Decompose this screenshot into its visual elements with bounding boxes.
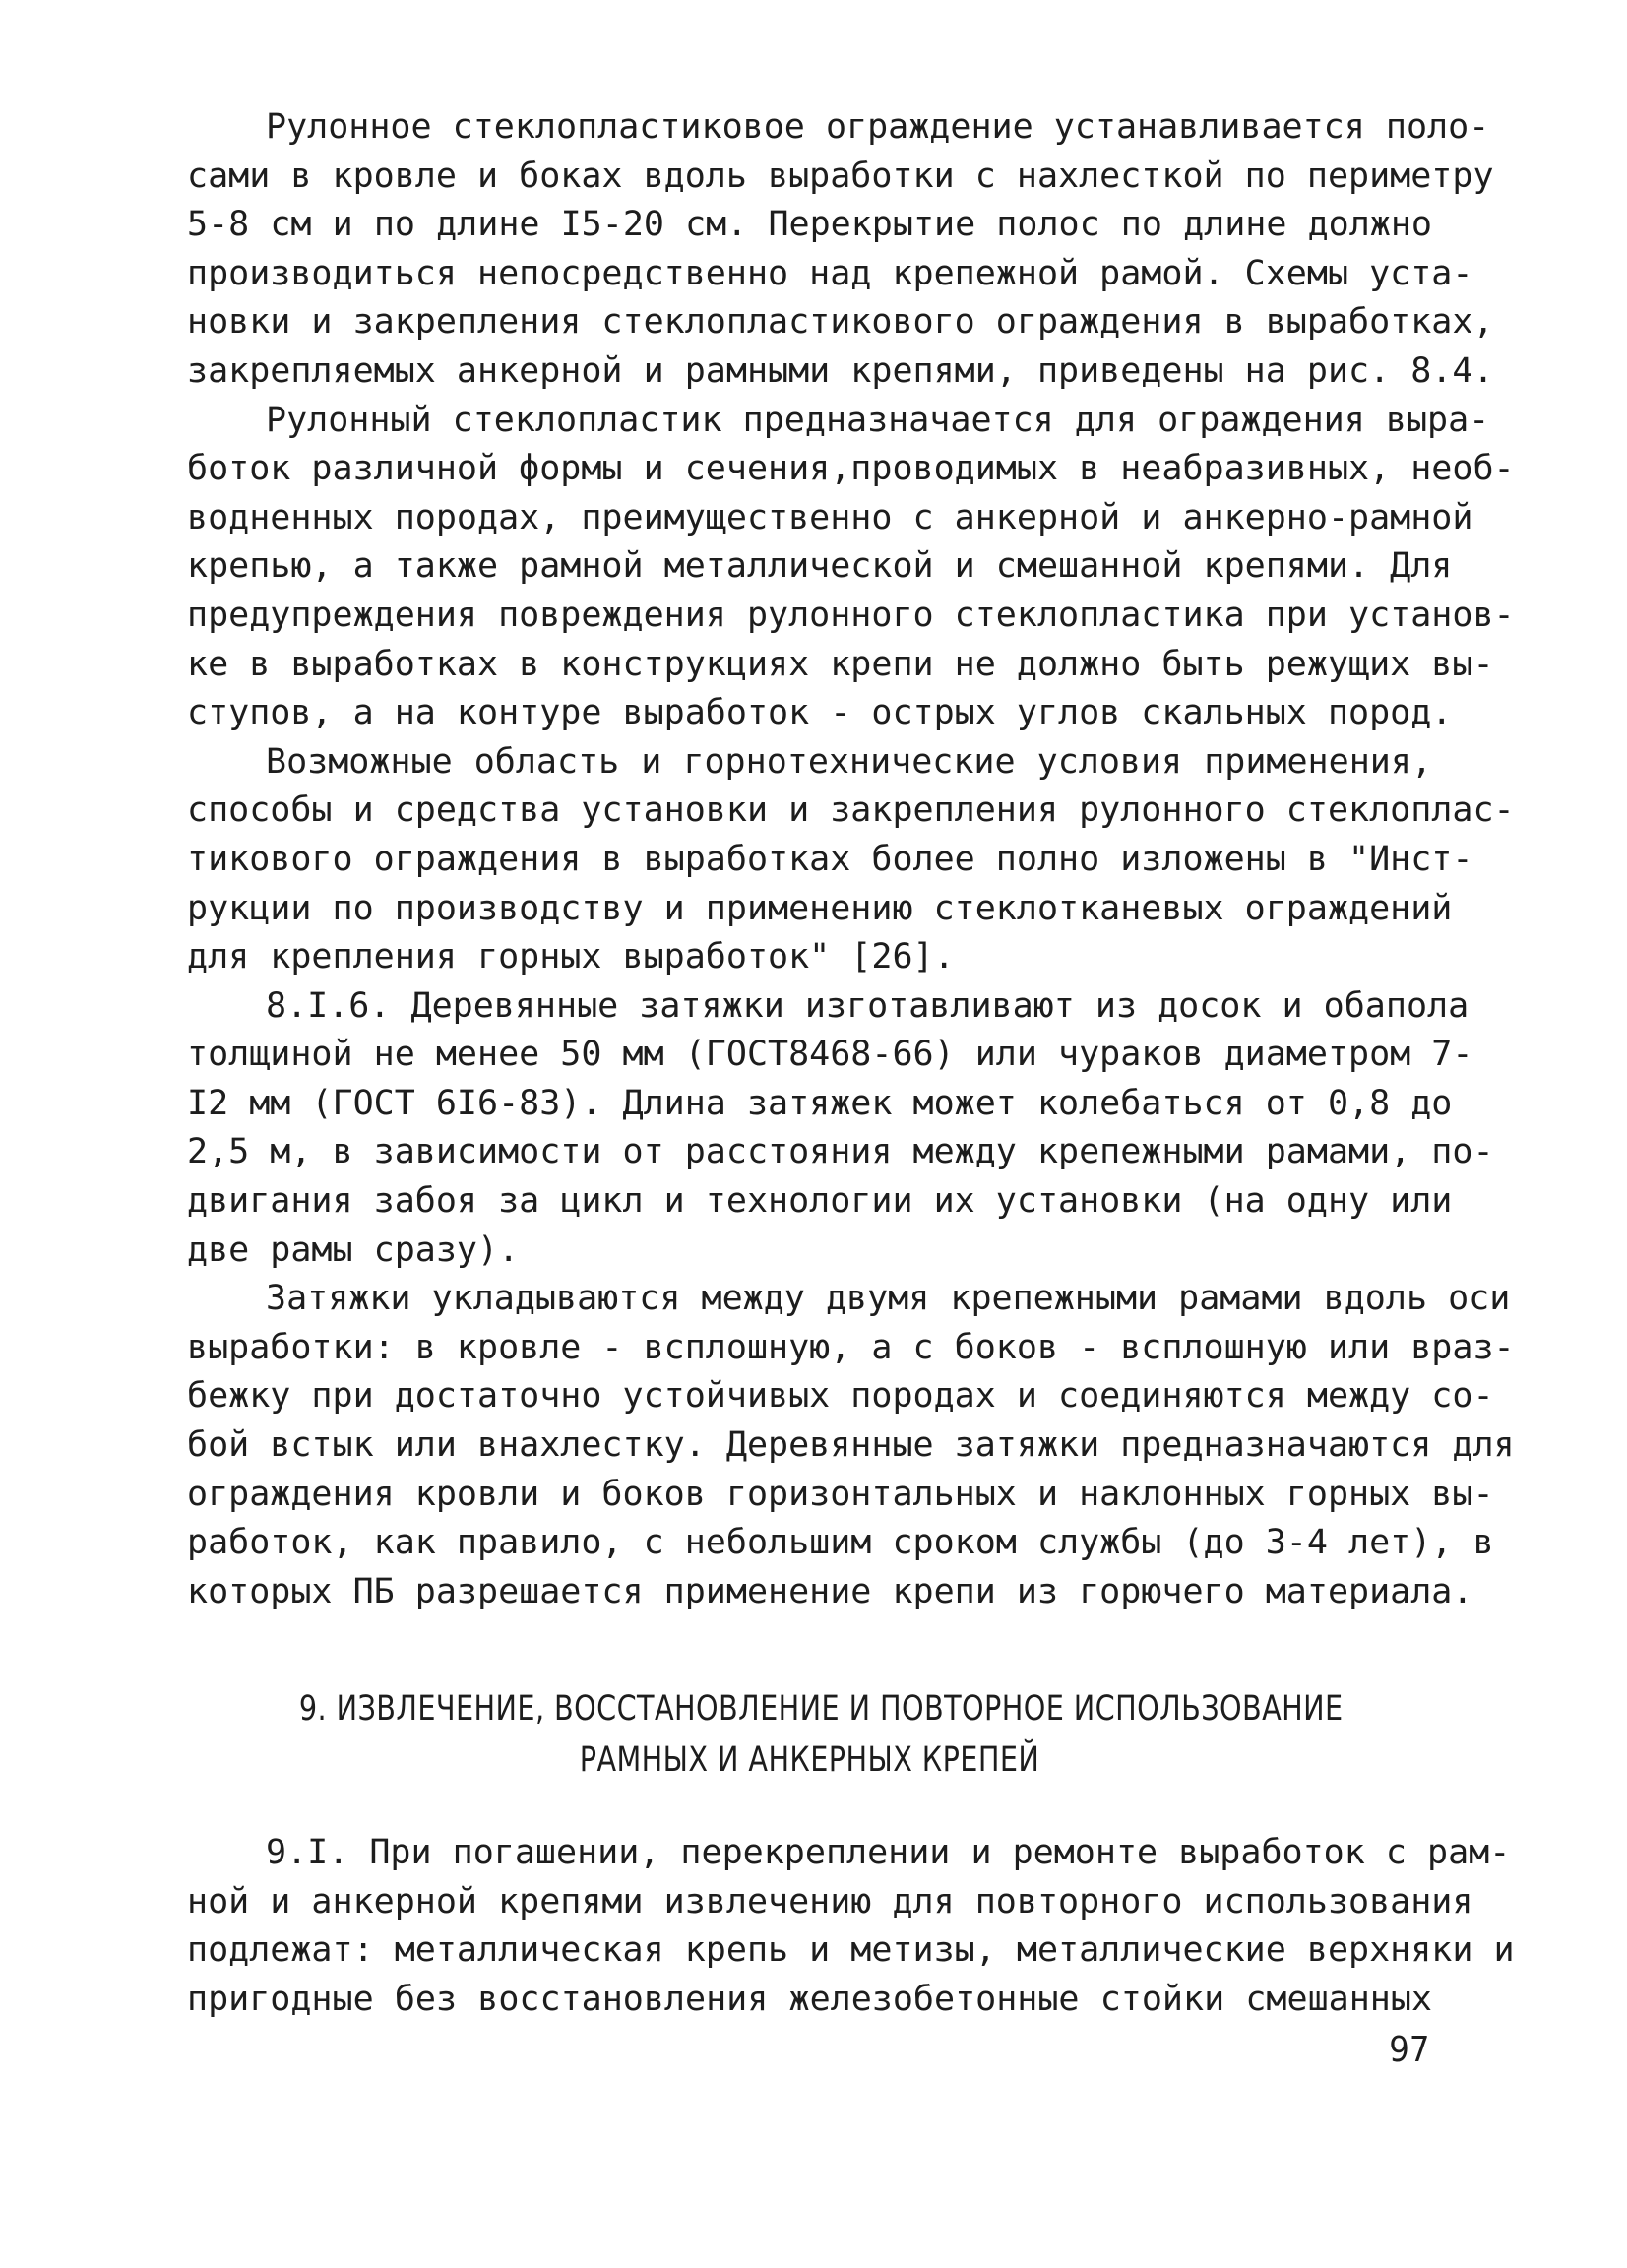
text-line: закрепляемых анкерной и рамными крепями, приведены на рис. 8.4.	[187, 350, 1494, 391]
text-line: водненных породах, преимущественно с анкерной и анкерно-рамной	[187, 497, 1473, 537]
text-line: ке в выработках в конструкциях крепи не должно быть режущих вы-	[187, 644, 1494, 684]
text-line: которых ПБ разрешается применение крепи из горючего материала.	[187, 1571, 1473, 1611]
text-line: 2,5 м, в зависимости от расстояния между крепежными рамами, по-	[187, 1132, 1494, 1172]
text-line: новки и закрепления стеклопластикового ограждения в выработках,	[187, 302, 1494, 343]
text-line: бой встык или внахлестку. Деревянные затяжки предназначаются для	[187, 1425, 1515, 1466]
text-line: предупреждения повреждения рулонного стеклопластика при установ-	[187, 595, 1515, 635]
text-line: работок, как правило, с небольшим сроком службы (до 3-4 лет), в	[187, 1523, 1494, 1563]
paragraph-4	[187, 982, 1494, 1276]
text-line: ступов, а на контуре выработок - острых углов скальных пород.	[187, 693, 1453, 733]
text-line: бежку при достаточно устойчивых породах и соединяются между со-	[187, 1376, 1494, 1417]
text-line: Рулонный стеклопластик предназначается для ограждения выра-	[266, 400, 1490, 440]
text-line: тикового ограждения в выработках более полно изложены в "Инст-	[187, 839, 1473, 879]
text-line: способы и средства установки и закрепления рулонного стеклоплас-	[187, 790, 1515, 831]
text-line: ограждения кровли и боков горизонтальных и наклонных горных вы-	[187, 1474, 1494, 1514]
text-line: толщиной не менее 50 мм (ГОСТ8468-66) или чураков диаметром 7-	[187, 1035, 1473, 1075]
body-text	[187, 103, 1515, 1616]
section-heading-line-2: РАМНЫХ И АНКЕРНЫХ КРЕПЕЙ	[579, 1740, 1040, 1780]
text-line: пригодные без восстановления железобетонные стойки смешанных	[187, 1979, 1432, 2019]
text-line: боток различной формы и сечения,проводимых в неабразивных, необ-	[187, 449, 1515, 489]
text-line: рукции по производству и применению стеклотканевых ограждений	[187, 888, 1453, 928]
paragraph-2	[187, 397, 1515, 738]
text-line: выработки: в кровле - всплошную, а с боков - всплошную или враз-	[187, 1327, 1515, 1367]
paragraph-5	[187, 1275, 1515, 1616]
text-line: Затяжки укладываются между двумя крепежными рамами вдоль оси	[266, 1279, 1511, 1319]
text-line: ной и анкерной крепями извлечению для повторного использования	[187, 1881, 1473, 1922]
text-line: крепью, а также рамной металлической и смешанной крепями. Для	[187, 546, 1453, 587]
text-line: 5-8 см и по длине I5-20 см. Перекрытие полос по длине должно	[187, 205, 1432, 245]
section-heading	[187, 1683, 1432, 1786]
section-9-body	[187, 1829, 1515, 2024]
text-line: I2 мм (ГОСТ 6I6-83). Длина затяжек может колебаться от 0,8 до	[187, 1083, 1453, 1123]
text-line: 8.I.6. Деревянные затяжки изготавливают из досок и обапола	[266, 985, 1470, 1026]
text-line: Рулонное стеклопластиковое ограждение устанавливается поло-	[266, 107, 1490, 147]
text-line: подлежат: металлическая крепь и метизы, металлические верхняки и	[187, 1930, 1515, 1971]
text-line: производиться непосредственно над крепежной рамой. Схемы уста-	[187, 253, 1473, 293]
page-number: 97	[1389, 2030, 1430, 2070]
text-line: 9.I. При погашении, перекреплении и ремонте выработок с рам-	[266, 1833, 1511, 1872]
section-heading-line-1: 9. ИЗВЛЕЧЕНИЕ, ВОССТАНОВЛЕНИЕ И ПОВТОРНОЕ ИСПОЛЬЗОВАНИЕ	[298, 1689, 1344, 1729]
paragraph-9-1	[187, 1829, 1515, 2024]
paragraph-3	[187, 738, 1515, 982]
text-line: две рамы сразу).	[187, 1229, 520, 1270]
text-line: сами в кровле и боках вдоль выработки с нахлесткой по периметру	[187, 156, 1494, 196]
text-line: двигания забоя за цикл и технологии их установки (на одну или	[187, 1181, 1453, 1222]
text-line: Возможные область и горнотехнические условия применения,	[266, 741, 1432, 782]
paragraph-1	[187, 103, 1494, 397]
text-line: для крепления горных выработок" [26].	[187, 937, 955, 977]
